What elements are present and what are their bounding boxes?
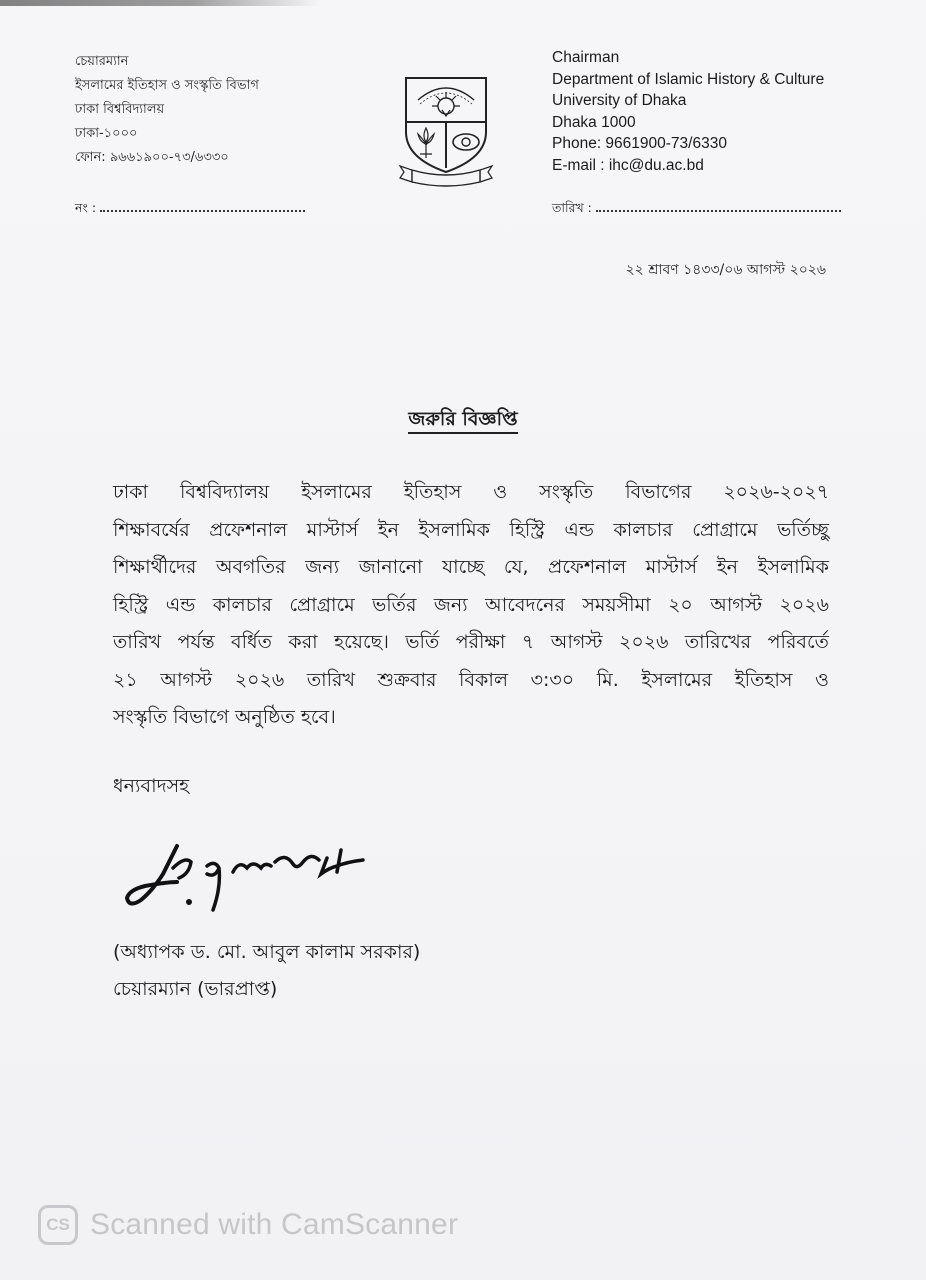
body-word: ইসলামিক: [418, 518, 490, 541]
letterhead-line: চেয়ারম্যান: [75, 54, 129, 69]
letterhead-line: Department of Islamic History & Culture: [552, 70, 825, 88]
body-word: প্রোগ্রামে: [289, 593, 355, 616]
body-word: পর্যন্ত: [177, 631, 215, 653]
notice-body: [113, 474, 829, 737]
body-word: হয়েছে।: [334, 631, 389, 653]
body-word: হিস্ট্রি: [113, 593, 149, 616]
body-word: মি.: [596, 668, 619, 691]
date-field: [552, 200, 841, 220]
body-word: ৩:৩০: [530, 668, 575, 691]
notice-title: জরুরি বিজ্ঞপ্তি: [408, 408, 517, 434]
letterhead-line: Phone: 9661900-73/6330: [552, 135, 727, 152]
dotted-line: [596, 204, 841, 212]
university-of-dhaka-crest-icon: [396, 70, 496, 188]
body-word: সময়সীমা: [582, 593, 651, 616]
camscanner-logo-icon: CS: [38, 1205, 78, 1245]
body-word: ২০২৬: [234, 668, 285, 691]
body-word: পরীক্ষা: [455, 631, 506, 653]
body-line: [113, 624, 829, 662]
body-word: ৭: [521, 631, 535, 653]
body-word: ২১: [113, 668, 138, 691]
watermark-text: Scanned with CamScanner: [90, 1208, 459, 1241]
body-word: কালচার: [613, 518, 673, 541]
english-letterhead: [552, 47, 892, 176]
body-line: [113, 699, 829, 737]
scan-edge-shadow: [0, 0, 320, 6]
bangla-letterhead: [75, 50, 365, 170]
body-word: ২০২৬-২০২৭: [723, 481, 829, 503]
letterhead-line: ঢাকা বিশ্ববিদ্যালয়: [75, 102, 165, 117]
body-word: ২০২৬: [779, 593, 829, 616]
email-line: E-mail : ihc@du.ac.bd: [552, 156, 704, 174]
body-line: [113, 549, 829, 587]
body-word: ঢাকা: [113, 481, 149, 503]
body-word: অবগতির: [216, 556, 286, 578]
body-word: আগস্ট: [160, 668, 213, 691]
body-word: বিকাল: [459, 668, 509, 691]
letterhead-line: Chairman: [552, 49, 620, 66]
reference-label: নং :: [75, 200, 97, 215]
body-word: আবেদনের: [485, 593, 565, 616]
body-word: ইতিহাস: [403, 481, 462, 503]
body-word: তারিখ: [113, 631, 162, 653]
letterhead-line: University of Dhaka: [552, 92, 687, 109]
body-word: আগস্ট: [550, 631, 603, 653]
body-word: ইন: [716, 556, 738, 578]
body-word: প্রফেশনাল: [209, 518, 288, 541]
body-word: ও: [493, 481, 508, 503]
body-line: [113, 512, 829, 550]
signer-name: (অধ্যাপক ড. মো. আবুল কালাম সরকার): [113, 941, 421, 963]
body-word: কালচার: [212, 593, 272, 616]
notice-title-wrap: [0, 405, 926, 437]
body-word: প্রফেশনাল: [548, 556, 627, 578]
body-word: তারিখ: [306, 668, 355, 691]
body-word: সংস্কৃতি: [539, 481, 594, 503]
body-word: বর্ধিত: [231, 631, 272, 653]
letterhead-line: ফোন: ৯৬৬১৯০০-৭৩/৬৩৩০: [75, 150, 229, 165]
camscanner-watermark: [38, 1205, 458, 1245]
body-word: যাচ্ছে: [442, 556, 485, 578]
body-line: [113, 587, 829, 625]
body-word: ইন: [377, 518, 399, 541]
body-word: ইতিহাস: [734, 668, 793, 691]
body-word: জন্য: [305, 556, 340, 578]
date-label: তারিখ :: [552, 200, 592, 215]
dotted-line: [100, 204, 305, 212]
letterhead-line: Dhaka 1000: [552, 113, 636, 131]
body-word: বিভাগের: [625, 481, 692, 503]
letterhead-line: ঢাকা-১০০০: [75, 126, 138, 141]
body-word: জন্য: [433, 593, 468, 616]
body-word: প্রোগ্রামে: [692, 518, 758, 541]
signer-title: চেয়ারম্যান (ভারপ্রাপ্ত): [113, 978, 278, 1000]
body-word: বিশ্ববিদ্যালয়: [179, 481, 270, 503]
body-word: জানানো: [358, 556, 423, 578]
body-word: ইসলামের: [641, 668, 713, 691]
body-word: পরিবর্তে: [767, 631, 829, 653]
body-word: ইসলামিক: [757, 556, 829, 578]
body-word: আগস্ট: [710, 593, 763, 616]
body-word: শিক্ষাবর্ষের: [113, 518, 190, 541]
body-word: যে,: [503, 556, 529, 578]
body-word: এন্ড: [165, 593, 196, 616]
closing-text: ধন্যবাদসহ: [113, 775, 190, 797]
reference-number-field: [75, 200, 305, 220]
body-word: ও: [815, 668, 829, 691]
body-word: ২০২৬: [619, 631, 669, 653]
body-word: মাস্টার্স: [306, 518, 359, 541]
body-word: তারিখের: [684, 631, 752, 653]
body-word: এন্ড: [564, 518, 594, 541]
body-word: শুক্রবার: [377, 668, 437, 691]
handwritten-signature: [115, 838, 380, 928]
body-word: ভর্তি: [405, 631, 440, 653]
body-word: মাস্টার্স: [645, 556, 698, 578]
signer-block: [113, 934, 420, 1008]
body-word: ভর্তিচ্ছু: [777, 518, 829, 541]
body-word: ২০: [668, 593, 693, 616]
notice-date: ২২ শ্রাবণ ১৪৩৩/০৬ আগস্ট ২০২৬: [625, 262, 826, 278]
body-word: ইসলামের: [301, 481, 372, 503]
body-line: [113, 662, 829, 700]
body-line: [113, 474, 829, 512]
body-word: ভর্তির: [372, 593, 417, 616]
letterhead-line: ইসলামের ইতিহাস ও সংস্কৃতি বিভাগ: [75, 78, 259, 93]
body-word: হিস্ট্রি: [509, 518, 545, 541]
body-word: শিক্ষার্থীদের: [113, 556, 197, 578]
body-word: করা: [288, 631, 318, 653]
body-line-text: সংস্কৃতি বিভাগে অনুষ্ঠিত হবে।: [113, 706, 336, 728]
